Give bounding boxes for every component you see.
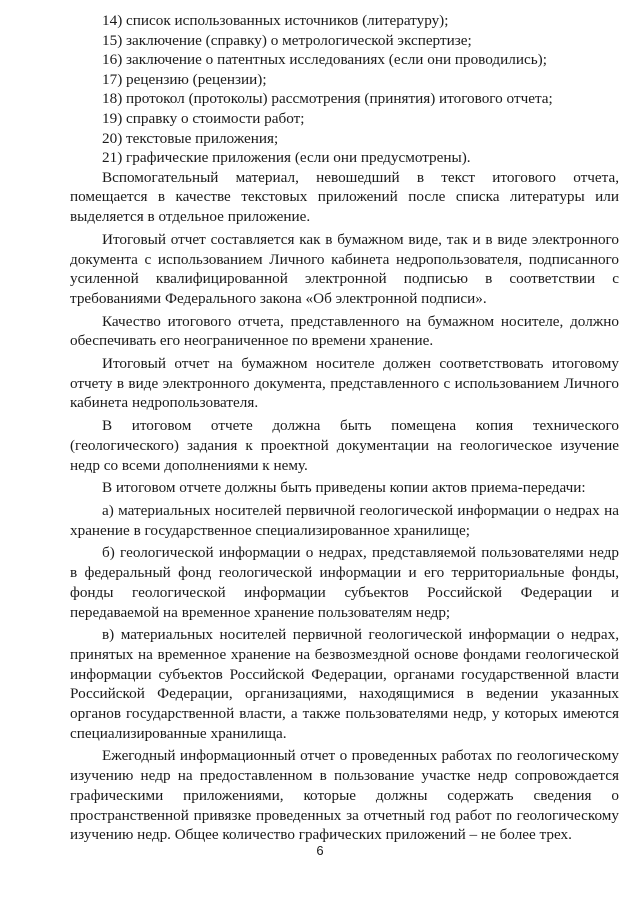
list-item: 19) справку о стоимости работ; xyxy=(102,109,305,127)
paragraph-paper-electronic-match: Итоговый отчет на бумажном носителе должен соответствовать итоговому отчету в виде электронного документа, представленного с использованием Личного кабинета недропользователя. xyxy=(70,355,619,412)
list-item: 21) графические приложения (если они предусмотрены). xyxy=(102,149,471,167)
paragraph-transfer-act-a: а) материальных носителей первичной геологической информации о недрах на хранение в государственное специализированное хранилище; xyxy=(70,502,619,539)
list-item: 18) протокол (протоколы) рассмотрения (принятия) итогового отчета; xyxy=(102,90,553,108)
page-number: 6 xyxy=(316,843,324,858)
list-item: 15) заключение (справку) о метрологической экспертизе; xyxy=(102,31,472,49)
list-item: 17) рецензию (рецензии); xyxy=(102,70,267,88)
paragraph-supplementary-material: Вспомогательный материал, невошедший в текст итогового отчета, помещается в качестве текстовых приложений после списка литературы или выделяется в отдельное приложение. xyxy=(70,168,619,226)
list-item: 16) заключение о патентных исследованиях (если они проводились); xyxy=(102,51,547,69)
paragraph-transfer-acts-intro: В итоговом отчете должны быть приведены копии актов приема-передачи: xyxy=(102,479,586,497)
sources-list xyxy=(70,11,619,168)
paragraph-transfer-act-c: в) материальных носителей первичной геологической информации о недрах, принятых на временное хранение на безвозмездной основе фондами геологической информации субъектов Российской Федерации, органами государственной власти Российской Федерации, организациями, находящимися в ведении указанных органов государственной власти, а также пользователями недр, у которых имеются специализированные хранилища. xyxy=(70,626,619,742)
paragraph-paper-quality: Качество итогового отчета, представленного на бумажном носителе, должно обеспечивать его неограниченное по времени хранение. xyxy=(70,312,619,350)
list-item: 14) список использованных источников (литературу); xyxy=(102,12,449,29)
list-item: 20) текстовые приложения; xyxy=(102,129,279,147)
paragraph-technical-assignment: В итоговом отчете должна быть помещена копия технического (геологического) задания к проектной документации на геологическое изучение недр со всеми дополнениями к нему. xyxy=(70,417,619,474)
paragraph-report-format: Итоговый отчет составляется как в бумажном виде, так и в виде электронного документа с использованием Личного кабинета недропользователя, подписанного усиленной квалифицированной электронной подписью в соответствии с требованиями Федерального закона «Об электронной подписи». xyxy=(70,230,619,307)
paragraph-annual-report: Ежегодный информационный отчет о проведенных работах по геологическому изучению недр на предоставленном в пользование участке недр сопровождается графическими приложениями, которые должны содержать сведения о пространственной привязке проведенных за отчетный год работ по геологическому изучению недр. Общее количество графических приложений – не более трех. xyxy=(70,747,619,844)
paragraph-transfer-act-b: б) геологической информации о недрах, представляемой пользователями недр в федеральный фонд геологической информации и его территориальные фонды, фонды геологической информации субъектов Российской Федерации и передаваемой на временное хранение пользователям недр; xyxy=(70,544,619,621)
